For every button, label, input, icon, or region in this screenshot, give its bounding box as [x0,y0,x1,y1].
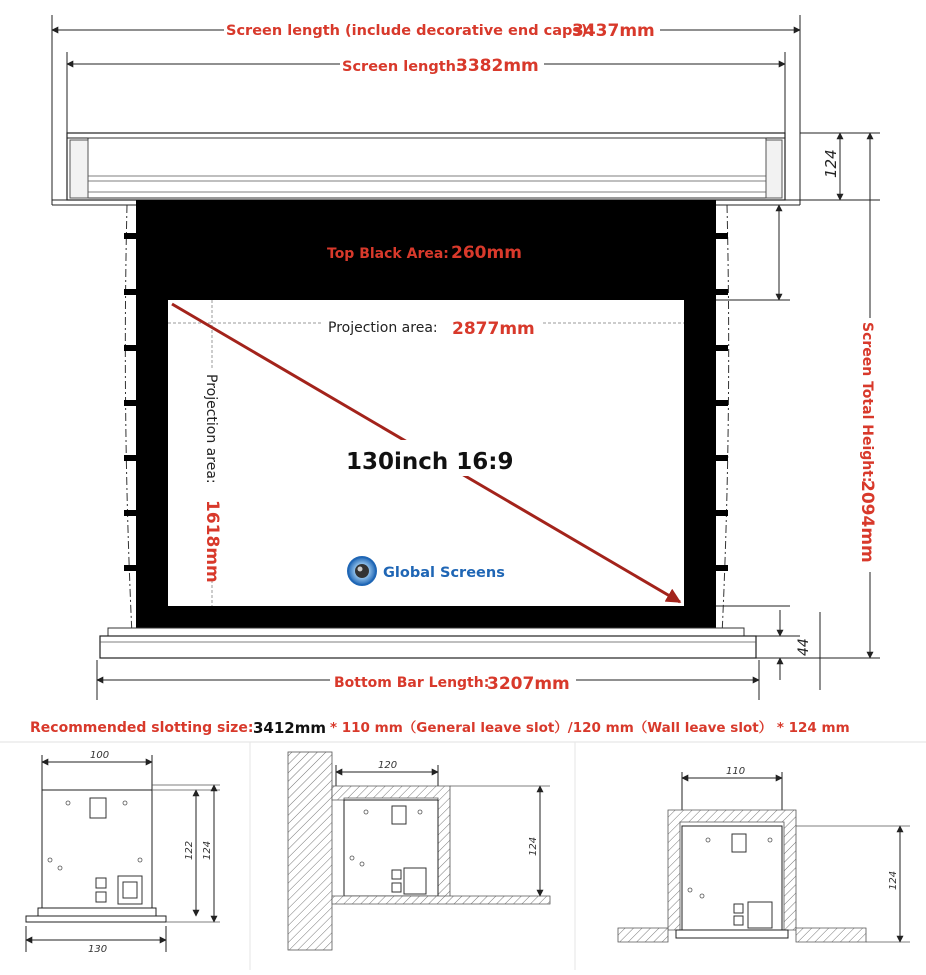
bottom-bar-height-value: 44 [796,638,812,656]
proj-height-group [202,374,222,583]
detail1-height-outer: 124 [202,840,213,860]
screen-length-label: Screen length: [342,59,462,75]
slotting-recommendation [30,719,850,737]
screen-length-caps-label: Screen length (include decorative end caps): [226,23,594,39]
detail-wall-mount [288,752,550,950]
top-black-value: 260mm [451,243,522,263]
slotting-length: 3412mm [253,719,327,737]
detail2-height: 124 [528,836,539,856]
proj-width-label: Projection area: [328,320,438,336]
detail-ceiling-mount [618,766,910,942]
detail1-top-width: 100 [90,750,110,761]
detail1-height-inner: 122 [184,840,195,860]
proj-height-value: 1618mm [202,500,222,583]
bottom-bar-label: Bottom Bar Length: [334,675,490,691]
detail1-bottom-width: 130 [88,944,108,955]
detail3-height: 124 [888,870,899,890]
screen-length-value: 3382mm [456,56,539,76]
proj-height-label: Projection area: [203,374,219,484]
screen-length-caps-value: 3437mm [572,21,655,41]
detail3-top-width: 110 [726,766,746,777]
detail2-top-width: 120 [378,760,398,771]
bottom-bar-value: 3207mm [487,674,570,694]
detail-general-mount [26,750,220,955]
proj-width-value: 2877mm [452,319,535,339]
total-height-value: 2094mm [857,480,877,563]
brand-name: Global Screens [383,565,505,581]
screen-housing [52,133,800,205]
slotting-rest: * 110 mm（General leave slot）/120 mm（Wall leave slot） * 124 mm [330,720,850,736]
total-height-label: Screen Total Height: [859,322,875,483]
total-height-dimension [756,133,882,658]
slotting-label: Recommended slotting size: [30,720,254,736]
case-height-value: 124 [822,149,840,178]
screen-size-label: 130inch 16:9 [346,449,514,475]
case-height-dimension [800,133,880,200]
top-black-label: Top Black Area: [327,246,449,262]
